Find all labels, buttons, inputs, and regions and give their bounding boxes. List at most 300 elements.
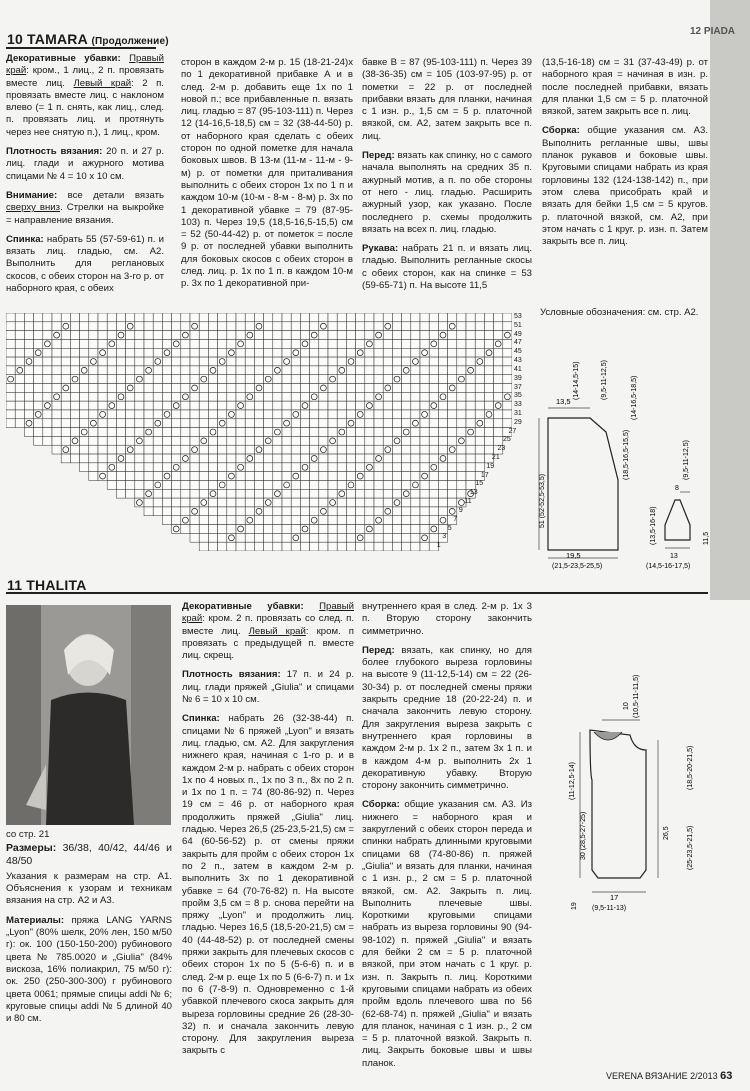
chart-cell	[245, 445, 254, 454]
chart-cell	[70, 410, 79, 419]
chart-cell	[80, 339, 89, 348]
chart-cell	[153, 392, 162, 401]
chart-cell	[245, 489, 254, 498]
chart-cell	[135, 366, 144, 375]
chart-cell	[448, 419, 457, 428]
chart-cell	[24, 313, 33, 322]
model-photo	[6, 605, 171, 825]
chart-cell	[162, 489, 171, 498]
chart-cell	[411, 436, 420, 445]
thalita-col-1	[6, 829, 172, 1032]
chart-cell	[227, 357, 236, 366]
chart-cell	[15, 357, 24, 366]
chart-cell	[218, 366, 227, 375]
chart-cell	[420, 392, 429, 401]
chart-cell	[34, 401, 43, 410]
chart-cell	[411, 331, 420, 340]
chart-cell	[337, 339, 346, 348]
chart-cell	[411, 525, 420, 534]
chart-cell	[494, 392, 503, 401]
chart-cell	[411, 322, 420, 331]
chart-cell	[208, 348, 217, 357]
chart-cell	[429, 533, 438, 542]
chart-cell	[448, 480, 457, 489]
chart-cell	[346, 463, 355, 472]
chart-cell	[89, 472, 98, 481]
chart-cell	[429, 516, 438, 525]
chart-cell	[365, 533, 374, 542]
chart-cell	[374, 436, 383, 445]
chart-cell	[365, 480, 374, 489]
chart-cell	[181, 419, 190, 428]
chart-cell	[208, 445, 217, 454]
chart-cell	[448, 375, 457, 384]
dim-label: 13,5	[556, 397, 571, 406]
chart-cell	[236, 375, 245, 384]
chart-cell	[254, 375, 263, 384]
chart-cell	[484, 366, 493, 375]
chart-cell	[172, 454, 181, 463]
chart-row-number: 21	[491, 454, 500, 462]
chart-cell	[475, 339, 484, 348]
chart-cell	[61, 401, 70, 410]
chart-cell	[107, 472, 116, 481]
chart-cell	[475, 313, 484, 322]
chart-cell	[80, 375, 89, 384]
chart-cell	[291, 463, 300, 472]
chart-cell	[374, 445, 383, 454]
chart-cell	[236, 410, 245, 419]
title-rule	[6, 47, 156, 49]
chart-cell	[70, 445, 79, 454]
chart-cell	[254, 542, 263, 551]
chart-cell	[374, 525, 383, 534]
chart-cell	[6, 410, 15, 419]
chart-cell	[162, 480, 171, 489]
dim-label: (14,5-16-17,5)	[646, 563, 691, 570]
chart-cell	[264, 419, 273, 428]
chart-cell	[392, 419, 401, 428]
chart-cell	[383, 533, 392, 542]
chart-cell	[392, 463, 401, 472]
chart-cell	[438, 313, 447, 322]
chart-cell	[328, 533, 337, 542]
chart-cell	[282, 454, 291, 463]
chart-cell	[310, 339, 319, 348]
chart-cell	[411, 445, 420, 454]
chart-cell	[218, 463, 227, 472]
chart-cell	[43, 348, 52, 357]
chart-cell	[245, 507, 254, 516]
chart-cell	[116, 348, 125, 357]
chart-cell	[144, 507, 153, 516]
chart-cell	[291, 392, 300, 401]
chart-cell	[365, 445, 374, 454]
chart-cell	[273, 375, 282, 384]
chart-cell	[328, 366, 337, 375]
chart-cell	[503, 401, 512, 410]
chart-cell	[126, 463, 135, 472]
chart-cell	[402, 375, 411, 384]
chart-cell	[356, 339, 365, 348]
chart-cell	[448, 410, 457, 419]
chart-cell	[245, 357, 254, 366]
chart-cell	[402, 472, 411, 481]
chart-cell	[383, 472, 392, 481]
chart-cell	[282, 472, 291, 481]
chart-cell	[70, 366, 79, 375]
chart-cell	[291, 480, 300, 489]
chart-cell	[264, 507, 273, 516]
chart-cell	[34, 436, 43, 445]
chart-cell	[328, 489, 337, 498]
chart-cell	[107, 436, 116, 445]
chart-cell	[34, 419, 43, 428]
chart-cell	[190, 419, 199, 428]
chart-cell	[116, 375, 125, 384]
chart-cell	[273, 384, 282, 393]
chart-cell	[337, 331, 346, 340]
chart-cell	[126, 454, 135, 463]
chart-cell	[457, 472, 466, 481]
chart-cell	[365, 348, 374, 357]
chart-cell	[337, 322, 346, 331]
chart-cell	[135, 331, 144, 340]
chart-cell	[6, 392, 15, 401]
chart-cell	[190, 516, 199, 525]
chart-cell	[153, 313, 162, 322]
chart-cell	[494, 313, 503, 322]
chart-cell	[291, 366, 300, 375]
chart-cell	[337, 392, 346, 401]
chart-cell	[116, 322, 125, 331]
chart-cell	[319, 339, 328, 348]
chart-cell	[227, 384, 236, 393]
chart-cell	[144, 331, 153, 340]
chart-cell	[264, 348, 273, 357]
chart-cell	[310, 313, 319, 322]
chart-cell	[144, 384, 153, 393]
chart-cell	[208, 525, 217, 534]
chart-cell	[448, 392, 457, 401]
tamara-col-3	[362, 57, 532, 299]
chart-cell	[438, 339, 447, 348]
chart-cell	[346, 339, 355, 348]
chart-cell	[374, 507, 383, 516]
chart-cell	[383, 401, 392, 410]
chart-cell	[273, 401, 282, 410]
tamara-col-1	[6, 53, 164, 302]
chart-cell	[245, 401, 254, 410]
chart-cell	[475, 454, 484, 463]
chart-cell	[236, 472, 245, 481]
chart-cell	[448, 428, 457, 437]
chart-cell	[475, 428, 484, 437]
chart-cell	[429, 498, 438, 507]
chart-cell	[264, 339, 273, 348]
chart-cell	[475, 322, 484, 331]
chart-cell	[438, 472, 447, 481]
dim-label: (14-16,5-18,5)	[631, 375, 638, 420]
chart-cell	[135, 357, 144, 366]
chart-cell	[24, 375, 33, 384]
chart-cell	[245, 410, 254, 419]
chart-cell	[466, 357, 475, 366]
chart-cell	[162, 384, 171, 393]
chart-cell	[310, 498, 319, 507]
chart-cell	[80, 331, 89, 340]
chart-cell	[319, 454, 328, 463]
chart-cell	[273, 516, 282, 525]
chart-cell	[291, 419, 300, 428]
chart-cell	[438, 384, 447, 393]
chart-cell	[208, 463, 217, 472]
chart-cell	[300, 419, 309, 428]
chart-cell	[89, 401, 98, 410]
chart-cell	[172, 498, 181, 507]
chart-cell	[208, 419, 217, 428]
chart-cell	[190, 489, 199, 498]
chart-cell	[392, 507, 401, 516]
chart-cell	[484, 313, 493, 322]
chart-cell	[218, 375, 227, 384]
chart-cell	[61, 331, 70, 340]
chart-cell	[61, 313, 70, 322]
chart-cell	[319, 410, 328, 419]
chart-row-number: 45	[514, 348, 522, 356]
chart-cell	[402, 480, 411, 489]
chart-cell	[218, 507, 227, 516]
chart-cell	[245, 366, 254, 375]
chart-cell	[402, 533, 411, 542]
thalita-schematic	[550, 640, 710, 940]
body-outline	[590, 730, 646, 878]
chart-cell	[466, 384, 475, 393]
chart-cell	[190, 472, 199, 481]
chart-cell	[107, 392, 116, 401]
chart-cell	[475, 348, 484, 357]
chart-cell	[199, 445, 208, 454]
chart-cell	[80, 463, 89, 472]
chart-cell	[392, 533, 401, 542]
chart-row-number: 47	[514, 339, 522, 347]
chart-cell	[254, 489, 263, 498]
chart-cell	[34, 428, 43, 437]
chart-cell	[153, 445, 162, 454]
chart-cell	[328, 401, 337, 410]
paragraph: Спинка: набрать 26 (32-38-44) п. спицами № 6 пряжей „Lyon" и вязать лиц. гладью, см. А2. Для закругления нижнего края, начиная с 1-го р. и в каждом 2-м р. набрать с обеих сторон 1х по 4 новых п., 1х по 3 п., 8х по 2 п. и 1х по 1 п. = 74 (80-86-92) п. Через 19 см = 46 р. от наборного края продолжить пряжей „Giulia" лиц. гладью. Через 26,5 (25-23,5-21,5) см = 64 (60-56-52) р. от смены пряжи закрыть для пройм с обеих сторон 1х по 2 п., затем в каждом 2-м р. выполнить 3х по 1 декоративной убавке = 64 (70-76-82) п. На высоте пройм 3,5 см = 8 р. снова перейти на пряжу „Lyon" и продолжить лиц. гладью. Через 16,5 (18,5-20-21,5) см = 40 (44-48-52) р. от последней смены пряжи закрыть для плечевых скосов с обеих сторон 1х по 5 (5-6-6) п. и в след. 2-м р. еще 1х по 5 (6-6-7) п. и 1х по 6 (7-8-9) п. Одновременно с 1-й убавкой плечевого скоса закрыть для выреза горловины средние 26 (28-30-32) п. и сначала закончить левую сторону. Для закругления выреза закрыть с	[182, 713, 354, 1057]
chart-cell	[236, 436, 245, 445]
chart-cell	[208, 480, 217, 489]
chart-cell	[6, 339, 15, 348]
chart-cell	[245, 480, 254, 489]
chart-cell	[98, 339, 107, 348]
chart-cell	[383, 375, 392, 384]
chart-cell	[466, 348, 475, 357]
chart-cell	[365, 384, 374, 393]
chart-cell	[181, 401, 190, 410]
chart-cell	[227, 454, 236, 463]
chart-cell	[218, 489, 227, 498]
paragraph: Плотность вязания: 17 п. и 24 р. лиц. глади пряжей „Giulia" и спицами № 6 = 10 х 10 см.	[182, 669, 354, 706]
chart-cell	[190, 331, 199, 340]
chart-cell	[227, 322, 236, 331]
chart-cell	[6, 366, 15, 375]
chart-cell	[107, 331, 116, 340]
chart-cell	[383, 348, 392, 357]
chart-cell	[328, 322, 337, 331]
chart-cell	[494, 419, 503, 428]
chart-cell	[328, 472, 337, 481]
chart-cell	[411, 313, 420, 322]
chart-cell	[457, 384, 466, 393]
chart-cell	[310, 410, 319, 419]
chart-cell	[310, 542, 319, 551]
chart-cell	[475, 384, 484, 393]
chart-cell	[199, 463, 208, 472]
chart-cell	[98, 454, 107, 463]
chart-cell	[254, 348, 263, 357]
chart-cell	[181, 375, 190, 384]
chart-cell	[199, 401, 208, 410]
chart-cell	[503, 348, 512, 357]
chart-cell	[457, 410, 466, 419]
chart-cell	[365, 542, 374, 551]
chart-cell	[429, 472, 438, 481]
chart-cell	[337, 463, 346, 472]
chart-cell	[300, 533, 309, 542]
chart-cell	[429, 489, 438, 498]
chart-cell	[98, 331, 107, 340]
chart-cell	[116, 489, 125, 498]
chart-cell	[80, 313, 89, 322]
chart-cell	[227, 401, 236, 410]
chart-cell	[172, 366, 181, 375]
chart-cell	[429, 445, 438, 454]
chart-cell	[273, 357, 282, 366]
chart-cell	[236, 348, 245, 357]
chart-cell	[153, 507, 162, 516]
chart-row-number: 41	[514, 365, 522, 373]
paragraph: Внимание: все детали вязать сверху вниз. Стрелки на выкройке = направление вязания.	[6, 189, 164, 226]
chart-cell	[162, 313, 171, 322]
chart-cell	[328, 480, 337, 489]
paragraph: бавке В = 87 (95-103-111) п. Через 39 (38-36-35) см = 105 (103-97-95) р. от пометки = 22 р. от последней прибавки вязать для планки, начиная с 1 изн. р., 1,5 см = 5 р. платочной вязкой, см. А2, затем закрыть все п. лиц.	[362, 57, 532, 142]
chart-cell	[126, 357, 135, 366]
section-title-thalita: 11 THALITA	[7, 577, 87, 593]
chart-cell	[282, 489, 291, 498]
chart-cell	[199, 419, 208, 428]
chart-cell	[34, 375, 43, 384]
chart-cell	[310, 348, 319, 357]
page-footer	[606, 1070, 732, 1082]
dim-label: 26,5	[663, 826, 670, 840]
chart-cell	[208, 472, 217, 481]
chart-cell	[429, 454, 438, 463]
chart-cell	[162, 428, 171, 437]
chart-cell	[199, 357, 208, 366]
chart-cell	[199, 410, 208, 419]
chart-cell	[153, 339, 162, 348]
chart-cell	[254, 533, 263, 542]
chart-cell	[98, 375, 107, 384]
chart-cell	[135, 428, 144, 437]
chart-cell	[475, 445, 484, 454]
chart-cell	[411, 392, 420, 401]
chart-cell	[457, 454, 466, 463]
chart-cell	[24, 410, 33, 419]
chart-cell	[70, 348, 79, 357]
chart-cell	[218, 322, 227, 331]
chart-cell	[392, 516, 401, 525]
chart-cell	[282, 428, 291, 437]
chart-cell	[172, 507, 181, 516]
chart-cell	[70, 339, 79, 348]
chart-cell	[300, 472, 309, 481]
chart-cell	[438, 410, 447, 419]
chart-cell	[466, 401, 475, 410]
chart-cell	[89, 445, 98, 454]
chart-cell	[429, 357, 438, 366]
dim-label: 10	[623, 702, 630, 710]
chart-cell	[466, 436, 475, 445]
chart-cell	[328, 542, 337, 551]
chart-cell	[34, 357, 43, 366]
chart-cell	[153, 472, 162, 481]
chart-cell	[273, 480, 282, 489]
chart-cell	[181, 428, 190, 437]
chart-cell	[190, 348, 199, 357]
chart-cell	[52, 445, 61, 454]
chart-cell	[356, 498, 365, 507]
chart-cell	[291, 384, 300, 393]
chart-cell	[475, 375, 484, 384]
chart-cell	[346, 401, 355, 410]
chart-cell	[310, 489, 319, 498]
chart-cell	[282, 366, 291, 375]
chart-cell	[374, 366, 383, 375]
chart-cell	[383, 428, 392, 437]
chart-cell	[273, 454, 282, 463]
chart-cell	[80, 454, 89, 463]
chart-cell	[392, 401, 401, 410]
chart-cell	[300, 392, 309, 401]
chart-cell	[70, 357, 79, 366]
chart-row-number: 43	[514, 357, 522, 365]
chart-cell	[126, 472, 135, 481]
chart-cell	[245, 498, 254, 507]
chart-cell	[374, 463, 383, 472]
chart-cell	[411, 339, 420, 348]
chart-cell	[98, 384, 107, 393]
chart-cell	[24, 322, 33, 331]
chart-cell	[144, 436, 153, 445]
chart-cell	[374, 498, 383, 507]
chart-cell	[411, 533, 420, 542]
chart-cell	[356, 507, 365, 516]
chart-cell	[144, 445, 153, 454]
chart-cell	[227, 419, 236, 428]
chart-cell	[70, 392, 79, 401]
chart-cell	[337, 498, 346, 507]
chart-cell	[346, 507, 355, 516]
chart-cell	[420, 375, 429, 384]
chart-cell	[190, 313, 199, 322]
chart-cell	[411, 454, 420, 463]
paragraph: Указания к размерам на стр. А1. Объяснения к узорам и техникам вязания на стр. А2 и А3.	[6, 870, 172, 907]
chart-cell	[402, 401, 411, 410]
chart-cell	[52, 339, 61, 348]
